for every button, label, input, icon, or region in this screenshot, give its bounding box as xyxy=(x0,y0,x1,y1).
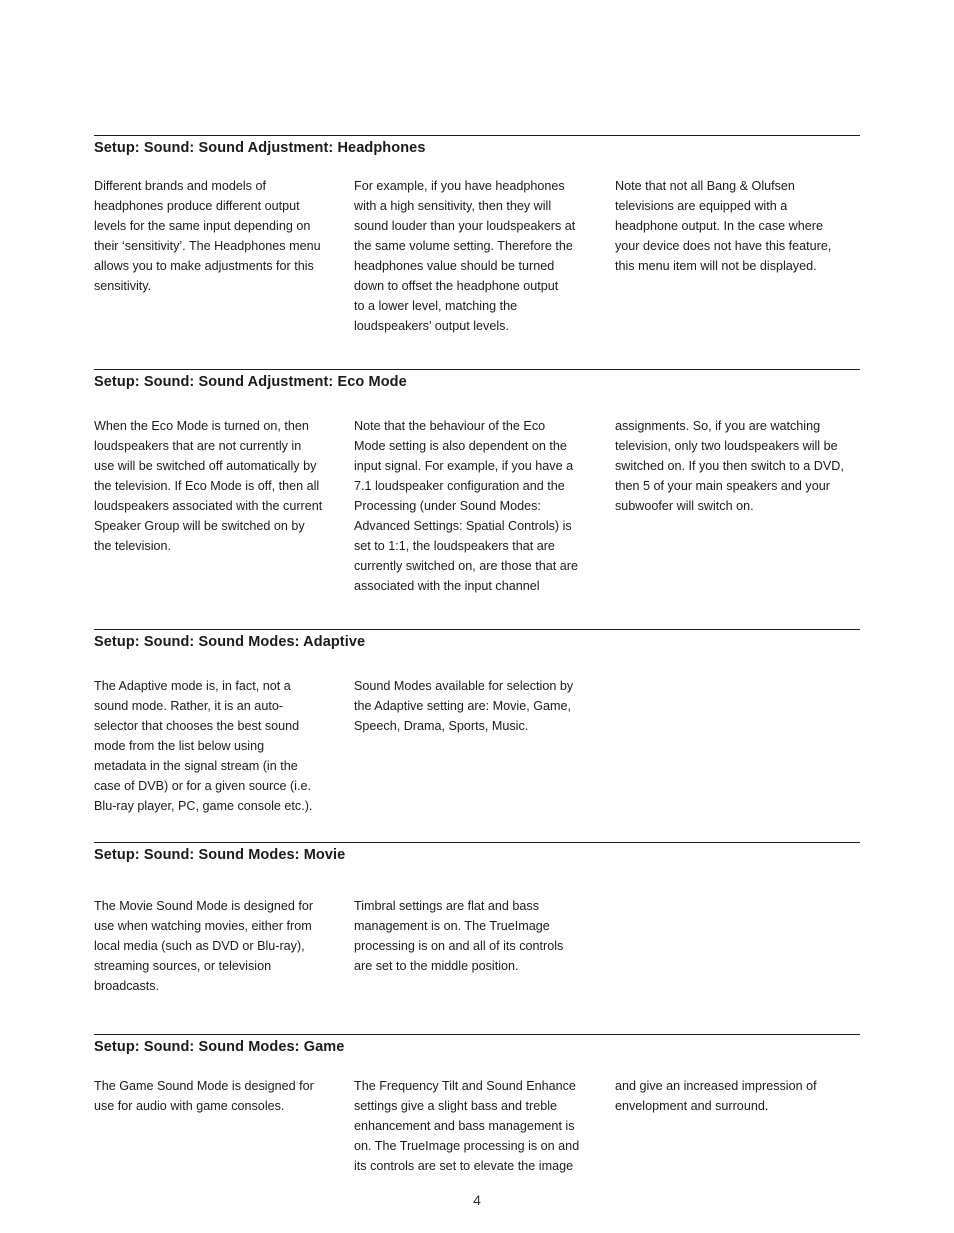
paragraph-column-2: For example, if you have headphones with a high sensitivity, then they will sound louder than your loudspeakers at the same volume setting. Therefore the headphones value should be turned down to offset the headphone output to a lower level, matching the loudspeakers’ output levels. xyxy=(354,179,576,333)
section-heading: Setup: Sound: Sound Adjustment: Headphones xyxy=(94,140,426,156)
paragraph-column-3: Note that not all Bang & Olufsen televisions are equipped with a headphone output. In the case where your device does not have this feature, this menu item will not be displayed. xyxy=(615,179,832,273)
section-heading: Setup: Sound: Sound Modes: Movie xyxy=(94,847,346,863)
section-divider xyxy=(94,135,860,136)
paragraph-column-1: The Adaptive mode is, in fact, not a sound mode. Rather, it is an auto- selector that chooses the best sound mode from the list below using metadata in the signal stream (in the case of DVB) or for a given source (i.e. Blu-ray player, PC, game console etc.). xyxy=(94,679,313,813)
section-divider xyxy=(94,629,860,630)
section-heading: Setup: Sound: Sound Modes: Game xyxy=(94,1039,345,1055)
paragraph-column-2: Note that the behaviour of the Eco Mode setting is also dependent on the input signal. For example, if you have a 7.1 loudspeaker configuration and the Processing (under Sound Modes: Advanced Settings: Spatial Controls) is set to 1:1, the loudspeakers that are currently switched on, are those that are associated with the input channel xyxy=(354,419,579,593)
section-divider xyxy=(94,1034,860,1035)
paragraph-column-3: and give an increased impression of envelopment and surround. xyxy=(615,1079,817,1113)
paragraph-column-1: When the Eco Mode is turned on, then loudspeakers that are not currently in use will be switched off automatically by the television. If Eco Mode is off, then all loudspeakers associated with the current Speaker Group will be switched on by the television. xyxy=(94,419,323,553)
paragraph-column-1: Different brands and models of headphones produce different output levels for the same input depending on their ‘sensitivity’. The Headphones menu allows you to make adjustments for this sensitivity. xyxy=(94,179,321,293)
paragraph-column-1: The Game Sound Mode is designed for use for audio with game consoles. xyxy=(94,1079,314,1113)
paragraph-column-3: assignments. So, if you are watching television, only two loudspeakers will be switched on. If you then switch to a DVD, then 5 of your main speakers and your subwoofer will switch on. xyxy=(615,419,844,513)
page-number: 4 xyxy=(473,1192,481,1208)
paragraph-column-2: Sound Modes available for selection by the Adaptive setting are: Movie, Game, Speech, Drama, Sports, Music. xyxy=(354,679,574,733)
section-divider xyxy=(94,369,860,370)
section-heading: Setup: Sound: Sound Adjustment: Eco Mode xyxy=(94,374,407,390)
section-divider xyxy=(94,842,860,843)
section-heading: Setup: Sound: Sound Modes: Adaptive xyxy=(94,634,366,650)
paragraph-column-2: The Frequency Tilt and Sound Enhance settings give a slight bass and treble enhancement and bass management is on. The TrueImage processing is on and its controls are set to elevate the image xyxy=(354,1079,580,1173)
paragraph-column-2: Timbral settings are flat and bass management is on. The TrueImage processing is on and all of its controls are set to the middle position. xyxy=(354,899,564,973)
paragraph-column-1: The Movie Sound Mode is designed for use when watching movies, either from local media (such as DVD or Blu-ray), streaming sources, or television broadcasts. xyxy=(94,899,314,993)
